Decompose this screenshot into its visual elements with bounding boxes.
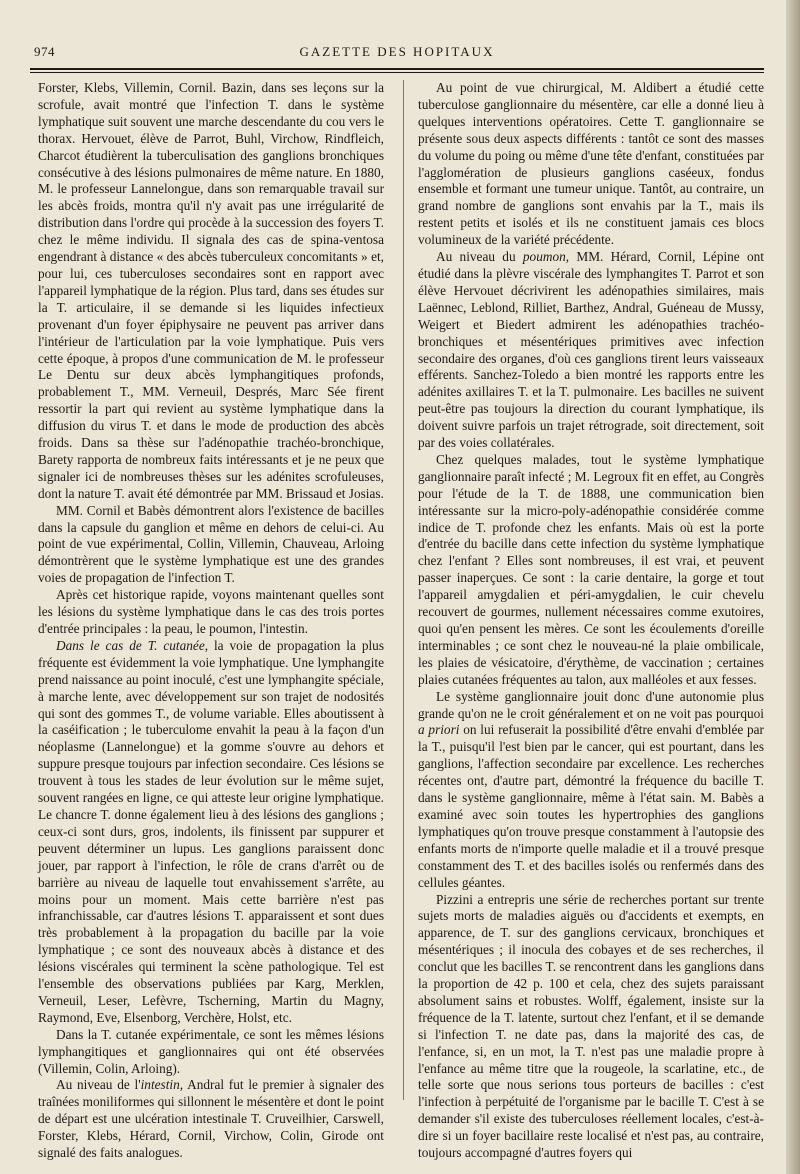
page-edge [786,0,800,1174]
section-lead: Dans le cas de T. cutanée, [56,637,209,653]
paragraph: Au point de vue chirurgical, M. Aldibert a étudié cette tuberculose ganglionnaire du mésentère, car elle a donné lieu à quelques interventions opératoires. Cette T. ganglionnaire se présente sous deux aspects différents : tantôt ce sont des masses du volume du poing ou même d'une tête d'enfant, constituées par l'agglomération de plusieurs ganglions caséeux, fondus ensemble et formant une tumeur unique. Tantôt, au contraire, un grand nombre de ganglions sont envahis par la T., mais ils restent petits et isolés et ils ne constituent jamais ces blocs volumineux de la variété précédente. [418,80,764,248]
section-lead: intestin, [140,1077,184,1093]
paragraph: MM. Cornil et Babès démontrent alors l'existence de bacilles dans la capsule du ganglion et même en dehors de celui-ci. Au point de vue expérimental, Collin, Villemin, Chauveau, Arloing démontrèrent que le système lymphatique est une des grandes voies de propagation de l'infection T. [38,502,384,586]
column-divider [403,80,404,1100]
paragraph: Dans le cas de T. cutanée, la voie de propagation la plus fréquente est évidemment la voie lymphatique. Une lymphangite prend naissance au point inoculé, c'est une lymphangite spéciale, à marche lente, avec développement sur son trajet de nodosités qui sont des gommes T., de volume variable. Elles aboutissent à la caséification ; le tuberculome envahit la peau à la façon d'un néoplasme (Lannelongue) et la gomme s'ouvre au dehors et suppure presque toujours par infection secondaire. Ces lésions se trouvent à tous les stades de leur évolution sur le même sujet, souvent rangées en ligne, ce qui atteste leur origine lymphatique. Le chancre T. donne également lieu à des lésions des ganglions ; ceux-ci sont durs, gros, indolents, ils finissent par suppurer et peuvent déterminer un lupus. Les ganglions paraissent donc jouer, par rapport à l'infection, le rôle de crans d'arrêt ou de barrière au niveau de laquelle tout envahissement s'arrête, au moins pour un moment. Mais cette barrière n'est pas infranchissable, car d'autres lésions T. apparaissent et sont dues très probablement à la propagation du bacille par la voie lymphatique ; ce sont des nouveaux abcès à distance et des lésions viscérales qui terminent la scène pathologique. Tel est l'ensemble des observations publiées par Karg, Merklen, Verneuil, Leser, Lefèvre, Tscherning, Martin du Magny, Raymond, Eve, Elsenborg, Verchère, Holst, etc. [38,637,384,1025]
section-lead: a priori [418,722,460,738]
right-column [418,80,764,1162]
paragraph: Dans la T. cutanée expérimentale, ce sont les mêmes lésions lymphangitiques et ganglionnaires qui ont été observées (Villemin, Colin, Arloing). [38,1026,384,1076]
running-title: GAZETTE DES HOPITAUX [299,44,495,59]
page-number: 974 [34,44,55,59]
left-column [38,80,384,1162]
paragraph: Forster, Klebs, Villemin, Cornil. Bazin, dans ses leçons sur la scrofule, avait montré que l'infection T. dans le système lymphatique suit souvent une marche descendante du cou vers le thorax. Hervouet, élève de Parrot, Buhl, Virchow, Rindfleich, Charcot étudièrent la tuberculisation des ganglions bronchiques consécutive à des lésions pulmonaires de même nature. En 1880, M. le professeur Lannelongue, dans son remarquable travail sur les abcès froids, montra qu'il n'y avait pas une irrégularité de distribution dans l'ordre qui procède à la succession des foyers T. chez le même individu. Il signala des cas de spina-ventosa engendrant à distance « des abcès tuberculeux concomitants » et, pour lui, ces tuberculoses secondaires sont en rapport avec l'appareil lymphatique de la région. Plus tard, dans ses études sur la T. articulaire, il se demande si les liquides infectieux provenant d'un foyer épiphysaire ne peuvent pas arriver dans l'intérieur de l'articulation par la voie lymphatique. Puis vers cette époque, à propos d'une communication de M. le professeur Le Dentu sur deux abcès lymphangitiques profonds, probablement T., MM. Verneuil, Després, Marc Sée firent ressortir la part qui revient au système lymphatique dans la diffusion du virus T. et dans le mode de production des abcès froids. Dans sa thèse sur l'adénopathie trachéo-bronchique, Barety rapporta de nombreux faits intéressants et je ne peux que signaler ici de nombreuses thèses sur les adénites scrofuleuses, dont la nature T. avait été démontrée par MM. Brissaud et Josias. [38,80,384,501]
paragraph: Pizzini a entrepris une série de recherches portant sur trente sujets morts de maladies aiguës ou d'accidents et exempts, en apparence, de T. sur des ganglions cervicaux, bronchiques et mésentériques ; il inocula des cobayes et de ses recherches, il conclut que les bacilles T. se rencontrent dans les ganglions dans la proportion de 42 p. 100 et cela, chez des sujets paraissant absolument sains et robustes. Wolff, également, insiste sur la fréquence de la T. latente, surtout chez l'enfant, et il se demande si l'infection T. ne date pas, dans la majorité des cas, de l'enfance, si, en un mot, la T. n'est pas une maladie propre à l'enfance au même titre que la rougeole, la scarlatine, etc., de telle sorte que nous serions tous porteurs de bacilles : c'est l'infection à perpétuité de l'organisme par le bacille T. C'est à se demander s'il existe des tuberculoses réellement locales, c'est-à-dire si un foyer bacillaire reste localisé et n'est pas, au contraire, toujours accompagné d'autres foyers qui [418,891,764,1161]
header-rule-thin [30,72,764,73]
paragraph: Au niveau de l'intestin, Andral fut le premier à signaler des traînées moniliformes qui sillonnent le mésentère et dont le point de départ est une ulcération intestinale T. Cruveilhier, Carswell, Forster, Klebs, Hérard, Cornil, Virchow, Colin, Girode ont signalé des faits analogues. [38,1077,385,1161]
page-header [30,40,764,64]
paragraph: Au niveau du poumon, MM. Hérard, Cornil, Lépine ont étudié dans la plèvre viscérale des lymphangites T. Parrot et son élève Hervouet décrivirent les adénopathies similaires, mais Laënnec, Leblond, Rilliet, Barthez, Andral, Guéneau de Mussy, Weigert et Biedert admirent les adénopathies trachéo-bronchiques et mésentériques primitives avec infection secondaire des organes, d'où ces ganglions tirent leurs vaisseaux efférents. Sanchez-Toledo a bien montré les rapports entre les adénites axillaires T. et la T. pulmonaire. Les bacilles ne suivent peut-être pas toujours la direction du courant lymphatique, ils doivent suivre parfois un trajet rétrograde, soit directement, soit par des voies collatérales. [418,249,765,451]
header-rule [30,68,764,70]
paragraph: Après cet historique rapide, voyons maintenant quelles sont les lésions du système lymphatique dans le cas des trois portes d'entrée principales : la peau, le poumon, l'intestin. [38,587,384,636]
paragraph: Le système ganglionnaire jouit donc d'une autonomie plus grande qu'on ne le croit généralement et on ne voit pas pourquoi a priori on lui refuserait la possibilité d'être envahi d'emblée par la T., puisqu'il l'est bien par le cancer, qui est pourtant, dans les ganglions, l'affection secondaire par excellence. Les recherches récentes ont, d'autre part, démontré la fréquence du bacille T. dans le système ganglionnaire, même à l'état sain. M. Babès a examiné avec soin toutes les hypertrophies des ganglions lymphatiques qu'on trouve presque constamment à l'autopsie des enfants morts de n'importe quelle maladie et il a trouvé presque constamment des T. et des bacilles isolés ou renfermés dans des cellules géantes. [418,688,764,890]
paragraph: Chez quelques malades, tout le système lymphatique ganglionnaire paraît infecté ; M. Legroux fit en effet, au Congrès pour l'étude de la T. de 1888, une communication bien intéressante sur la micro-poly-adénopathie considérée comme indice de T. profonde chez les enfants. Mais où est la porte d'entrée du bacille dans cette infection du système lymphatique chez l'enfant ? Elles sont nombreuses, il est vrai, et peuvent passer inaperçues. Ce sont : la carie dentaire, la gorge et tout l'appareil amygdalien et péri-amygdalien, le cuir chevelu recouvert de gourmes, nullement nécessaires comme exutoires, quoi qu'en pensent les mères. Ce sont les écoulements d'oreille interminables ; ce sont chez le nouveau-né la plaie ombilicale, les plaies de vésicatoire, d'érythème, de vaccination ; certaines plaies cutanées fréquentes au talon, aux malléoles et aux fesses. [418,451,764,687]
section-lead: poumon, [522,249,570,265]
